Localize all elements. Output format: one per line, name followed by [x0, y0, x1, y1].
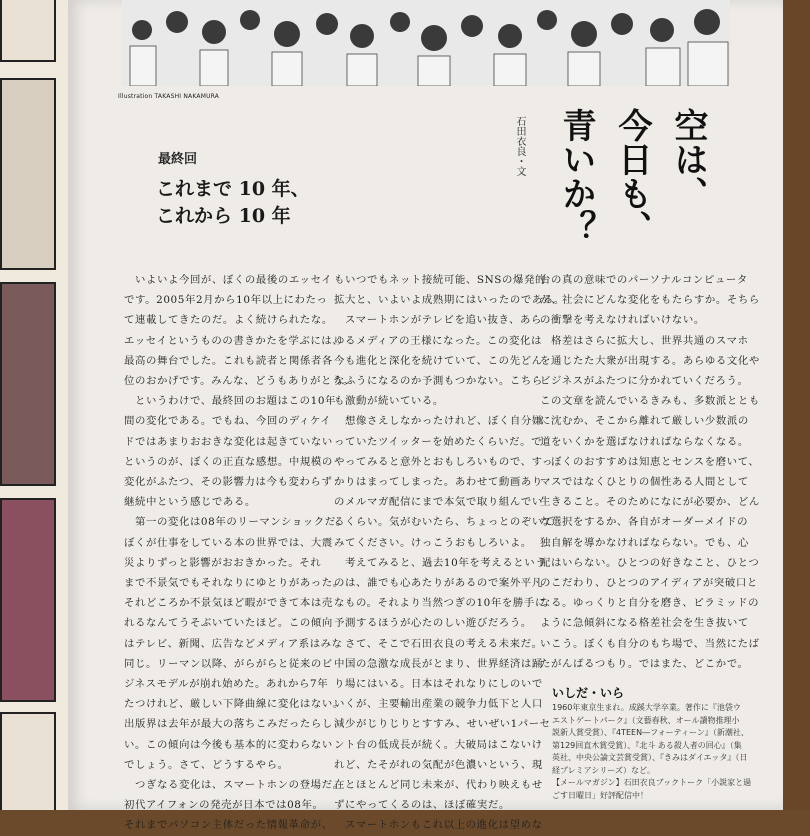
essay-line: もいつでもネット接続可能、SNSの爆発的: [334, 274, 546, 286]
essay-line: エッセイというものの書きかたを学ぶには、: [124, 334, 344, 347]
essay-line: 継続中という感じである。: [124, 496, 256, 509]
essay-line: スマートホンがテレビを追い抜き、あら: [334, 314, 542, 327]
bio-line: ごす日曜日」好評配信中！: [552, 790, 648, 800]
essay-line: ずにやってくるのは、ほぼ確実だ。: [334, 799, 510, 812]
essay-line: に沈むか、そこから離れて厳しい少数派の: [540, 415, 749, 428]
essay-line: ぼくのおすすめは知恵とセンスを磨いて、: [540, 455, 760, 468]
essay-line: 間の変化である。でもね、今回のディケイ: [124, 415, 332, 428]
essay-line: でしょう。さて、どうするやら。: [124, 758, 289, 771]
essay-line: いこう。ぼくも自分のもち場で、当然にたば: [540, 637, 760, 650]
essay-line: が、社会にどんな変化をもたらすか。そちら: [540, 294, 760, 307]
essay-line: ジネスモデルが崩れ始めた。あれから7年: [124, 678, 329, 691]
title-line-3: 青いか？: [556, 108, 596, 244]
essay-line: それどころか不景気ほど暇ができて本は売: [124, 597, 333, 610]
essay-line: 想像さえしなかったけれど、ぼく自分嫌: [334, 415, 543, 428]
essay-line: 予測するほうが心たのしい遊びだろう。: [334, 617, 532, 630]
essay-line: たがんばるつもり。ではまた、どこかで。: [540, 657, 749, 670]
bio-line: 英社、中央公論文芸賞受賞）、『きみはダイエッタ』（日: [552, 753, 748, 762]
essay-line: 配はいらない。ひとつの好きなこと、ひとつ: [540, 556, 760, 569]
adjacent-comic-page: [0, 0, 71, 810]
essay-line: 減少がじりじりとすすみ、せいぜい1パーセ: [334, 718, 551, 731]
essay-line: いよいよ今回が、ぼくの最後のエッセイ: [124, 274, 333, 286]
essay-line: のメルマガ配信にまで本気で取り組んでい: [334, 496, 543, 509]
essay-line: 台の真の意味でのパーソナルコンピュータ: [540, 274, 748, 286]
essay-line: り場にはいる。日本はそれなりにしのいで: [334, 678, 543, 691]
author-bio: [552, 702, 751, 802]
essay-line: みてください。けっこうおもしろいよ。: [334, 536, 532, 549]
essay-line: まで不景気でもそれなりにゆとりがあった。: [124, 577, 344, 590]
essay-line: さて、そこで石田衣良の考える未来だ。: [334, 637, 543, 650]
essay-line: い。この傾向は今後も基本的に変わらない: [124, 738, 333, 751]
subtitle-line-2: これから 10 年: [156, 205, 291, 227]
essay-line: 独自解を導かなければならない。でも、心: [540, 536, 749, 549]
essay-line: 在とほとんど同じ未来が、代わり映えもせ: [334, 779, 543, 792]
essay-line: ゆるメディアの王様になった。この変化は: [334, 334, 542, 347]
essay-line: スマートホンもこれ以上の進化は望めな: [334, 819, 543, 832]
essay-line: いくが、主要輸出産業の競争力低下と人口: [334, 698, 543, 711]
essay-line: ぼくが仕事をしている本の世界では、大震: [124, 536, 333, 549]
essay-line: も激動が続いている。: [334, 395, 444, 408]
essay-line: れど、たそがれの気配が色濃いという、現: [334, 758, 543, 771]
essay-line: なもの。それより当然つぎの10年を勝手に: [334, 597, 546, 610]
essay-line: かりはまってしまった。あわせて動画あり: [334, 476, 543, 489]
illustration-credit: Illustration TAKASHI NAKAMURA: [118, 93, 220, 100]
comic-panel: [0, 498, 56, 702]
bio-line: 【メールマガジン】石田衣良ブックトーク「小説家と過: [552, 778, 752, 787]
essay-line: 道をいくかを選ばなければならなくなる。: [540, 435, 749, 448]
bio-line: 第129回直木賞受賞）、『北斗 ある殺人者の回心』（集: [552, 740, 742, 750]
bio-line: エストゲートパーク』（文藝春秋、オール讀物推理小: [552, 715, 740, 725]
bio-line: 1960年東京生まれ。成蹊大学卒業。著作に『池袋ウ: [552, 703, 741, 712]
essay-line: 最高の舞台でした。これも読者と関係者各: [124, 354, 333, 367]
essay-line: 災よりずっと影響がおおきかった。それ: [124, 556, 322, 569]
essay-line: 位のおかげです。みんな、どうもありがとう。: [124, 375, 354, 388]
title-line-2: 今日も、: [612, 108, 652, 244]
essay-line: つぎなる変化は、スマートホンの登場だ。: [124, 779, 344, 792]
author-byline: 石田衣良・文: [514, 116, 525, 176]
essay-column-3: [540, 270, 760, 674]
crowd-illustration: [122, 0, 730, 86]
essay-line: 第一の変化は08年のリーマンショックだ。: [124, 516, 347, 529]
bio-line: 経プレミアシリーズ）など。: [552, 765, 655, 775]
essay-line: それまでパソコン主体だった情報革命が、: [124, 819, 333, 832]
essay-column-2: [334, 270, 565, 836]
essay-line: 考えてみると、過去10年を考えるという: [334, 556, 547, 569]
subtitle: [156, 176, 310, 230]
essay-line: 同じ。リーマン以降、がらがらと従来のビ: [124, 657, 333, 670]
essay-line: たつけれど、厳しい下降曲線に変化はない。: [124, 698, 344, 711]
essay-line: マスではなくひとりの個性ある人間として: [540, 476, 749, 489]
essay-line: ント台の低成長が続く。大破局はこないけ: [334, 738, 543, 751]
essay-line: るくらい。気がむいたら、ちょっとのぞいて: [334, 516, 554, 529]
series-label: 最終回: [158, 152, 198, 167]
essay-line: 格差はさらに拡大し、世界共通のスマホ: [540, 334, 749, 347]
essay-line: 初代アイフォンの発売が日本では08年。: [124, 799, 324, 812]
title-line-1: 空は、: [668, 108, 708, 210]
comic-panel: [0, 282, 56, 486]
essay-line: はテレビ、新聞、広告などメディア系はみな: [124, 637, 343, 650]
subtitle-line-1: これまで 10 年、: [156, 178, 310, 200]
essay-line: のこだわり、ひとつのアイディアが突破口と: [540, 577, 758, 590]
essay-line: ドではあまりおおきな変化は起きていない: [124, 435, 333, 448]
bio-line: 説新人賞受賞）、『4TEEN―フォーティーン』（新潮社、: [552, 728, 749, 737]
comic-panel: [0, 78, 56, 270]
essay-line: 変化がふたつ、その影響力は今も変わらず: [124, 476, 333, 489]
comic-panel: [0, 712, 56, 810]
essay-line: というわけで、最終回のお題はこの10年: [124, 395, 337, 408]
essay-line: 拡大と、いよいよ成熟期にはいったのである。: [334, 294, 565, 307]
essay-line: な選択をするか、各自がオーダーメイドの: [540, 516, 749, 529]
essay-line: っていたツイッターを始めたくらいだ。で: [334, 435, 543, 448]
essay-line: を通じたた大衆が出現する。あらゆる文化や: [540, 354, 760, 367]
essay-line: この文章を読んでいるきみも、多数派ととも: [540, 395, 760, 408]
essay-line: 中国の急激な成長がとまり、世界経済は踊: [334, 657, 543, 670]
essay-column-1: [124, 270, 354, 836]
essay-line: です。2005年2月から10年以上にわたっ: [124, 294, 328, 307]
essay-line: ビジネスがふたつに分かれていくだろう。: [540, 375, 749, 388]
essay-line: の衝撃を考えなければいけない。: [540, 314, 705, 327]
essay-line: 生きること。そのためになにが必要か、どん: [540, 496, 760, 509]
essay-line: 出版界は去年が最大の落ちこみだったらし: [124, 718, 333, 731]
essay-line: れるなんてうそぶいていたほど。この傾向: [124, 617, 333, 630]
author-bio-name: いしだ・いら: [552, 686, 625, 700]
comic-panel: [0, 0, 56, 62]
essay-line: なる。ゆっくりと自分を磨き、ピラミッドの: [540, 597, 760, 610]
essay-line: 今も進化と深化を続けていて、この先どん: [334, 354, 543, 367]
essay-line: というのが、ぼくの正直な感想。中規模の: [124, 455, 333, 468]
essay-line: やってみると意外とおもしろいもので、すっ: [334, 455, 553, 468]
essay-line: て連載してきたのだ。よく続けられたな。: [124, 314, 333, 327]
essay-line: のは、誰でも心あたりがあるので案外平凡: [334, 577, 543, 590]
essay-line: ように急傾斜になる格差社会を生き抜いて: [540, 617, 749, 630]
essay-line: なふうになるのか予測もつかない。こちら: [334, 375, 543, 388]
